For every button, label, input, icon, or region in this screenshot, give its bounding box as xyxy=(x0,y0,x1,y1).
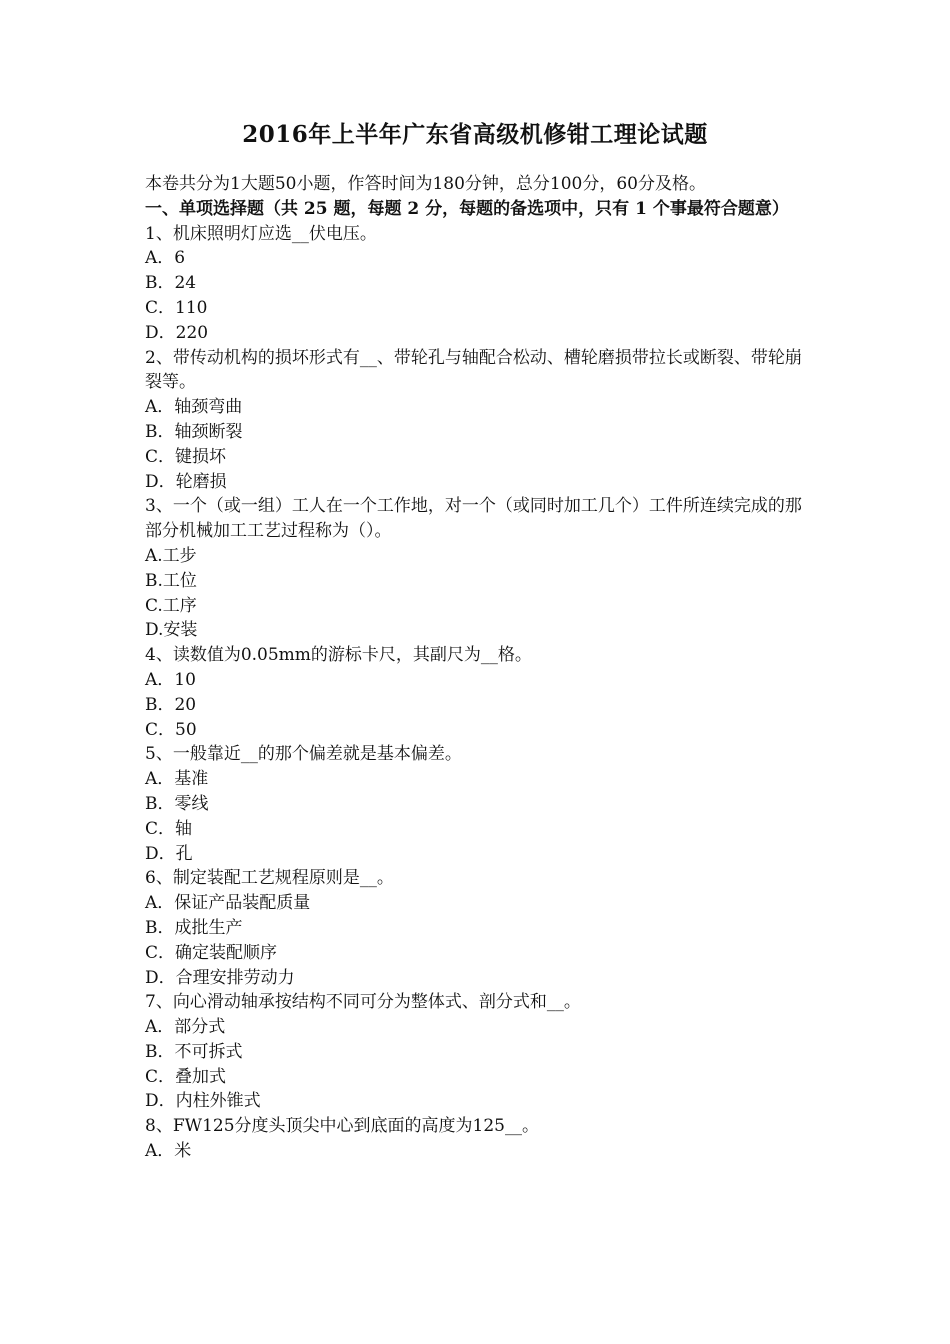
option-c: C．110 xyxy=(145,297,208,318)
option-a: A．6 xyxy=(145,248,186,269)
question-stem: 3、一个（或一组）工人在一个工作地，对一个（或同时加工几个）工件所连续完成的那部分机械加工工艺过程称为（）。 xyxy=(145,496,802,542)
option-c: C．键损坏 xyxy=(145,446,227,467)
option-c: C．叠加式 xyxy=(145,1066,227,1087)
option-c: C.工序 xyxy=(145,595,197,616)
question-stem: 2、带传动机构的损坏形式有__、带轮孔与轴配合松动、槽轮磨损带拉长或断裂、带轮崩裂等。 xyxy=(145,347,802,393)
option-d: D．轮磨损 xyxy=(145,471,227,492)
question-3 xyxy=(145,494,810,643)
option-c: C．确定装配顺序 xyxy=(145,942,278,963)
question-1 xyxy=(145,222,810,346)
question-5 xyxy=(145,742,810,866)
question-stem: 1、机床照明灯应选__伏电压。 xyxy=(145,223,377,244)
question-stem: 6、制定装配工艺规程原则是__。 xyxy=(145,868,394,889)
question-2 xyxy=(145,346,810,495)
option-b: B．轴颈断裂 xyxy=(145,421,243,442)
option-d: D．内柱外锥式 xyxy=(145,1091,261,1112)
option-a: A．基准 xyxy=(145,769,209,790)
option-b: B．零线 xyxy=(145,793,209,814)
option-d: D．220 xyxy=(145,322,209,343)
option-a: A．部分式 xyxy=(145,1017,226,1038)
option-a: A.工步 xyxy=(145,545,197,566)
option-b: B.工位 xyxy=(145,570,197,591)
option-b: B．20 xyxy=(145,694,197,715)
option-c: C．轴 xyxy=(145,818,193,839)
option-a: A．10 xyxy=(145,669,196,690)
exam-intro: 本卷共分为1大题50小题，作答时间为180分钟，总分100分，60分及格。 xyxy=(145,174,706,194)
option-a: A．轴颈弯曲 xyxy=(145,397,243,418)
option-c: C．50 xyxy=(145,719,197,740)
document-body xyxy=(145,172,810,1164)
option-a: A．米 xyxy=(145,1141,192,1162)
question-7 xyxy=(145,990,810,1114)
question-4 xyxy=(145,643,810,742)
option-d: D.安装 xyxy=(145,620,198,641)
question-8 xyxy=(145,1114,810,1164)
question-stem: 5、一般靠近__的那个偏差就是基本偏差。 xyxy=(145,744,462,765)
option-b: B．成批生产 xyxy=(145,917,243,938)
option-b: B．不可拆式 xyxy=(145,1041,243,1062)
question-6 xyxy=(145,866,810,990)
option-d: D．合理安排劳动力 xyxy=(145,967,295,988)
question-stem: 7、向心滑动轴承按结构不同可分为整体式、剖分式和__。 xyxy=(145,992,581,1013)
option-d: D．孔 xyxy=(145,843,193,864)
document-title: 2016年上半年广东省高级机修钳工理论试题 xyxy=(242,121,708,148)
question-stem: 4、读数值为0.05mm的游标卡尺，其副尺为__格。 xyxy=(145,645,532,666)
section-heading: 一、单项选择题（共 25 题，每题 2 分，每题的备选项中，只有 1 个事最符合题意） xyxy=(145,198,789,219)
option-a: A．保证产品装配质量 xyxy=(145,893,311,914)
option-b: B．24 xyxy=(145,273,197,294)
question-stem: 8、FW125分度头顶尖中心到底面的高度为125__。 xyxy=(145,1116,539,1137)
